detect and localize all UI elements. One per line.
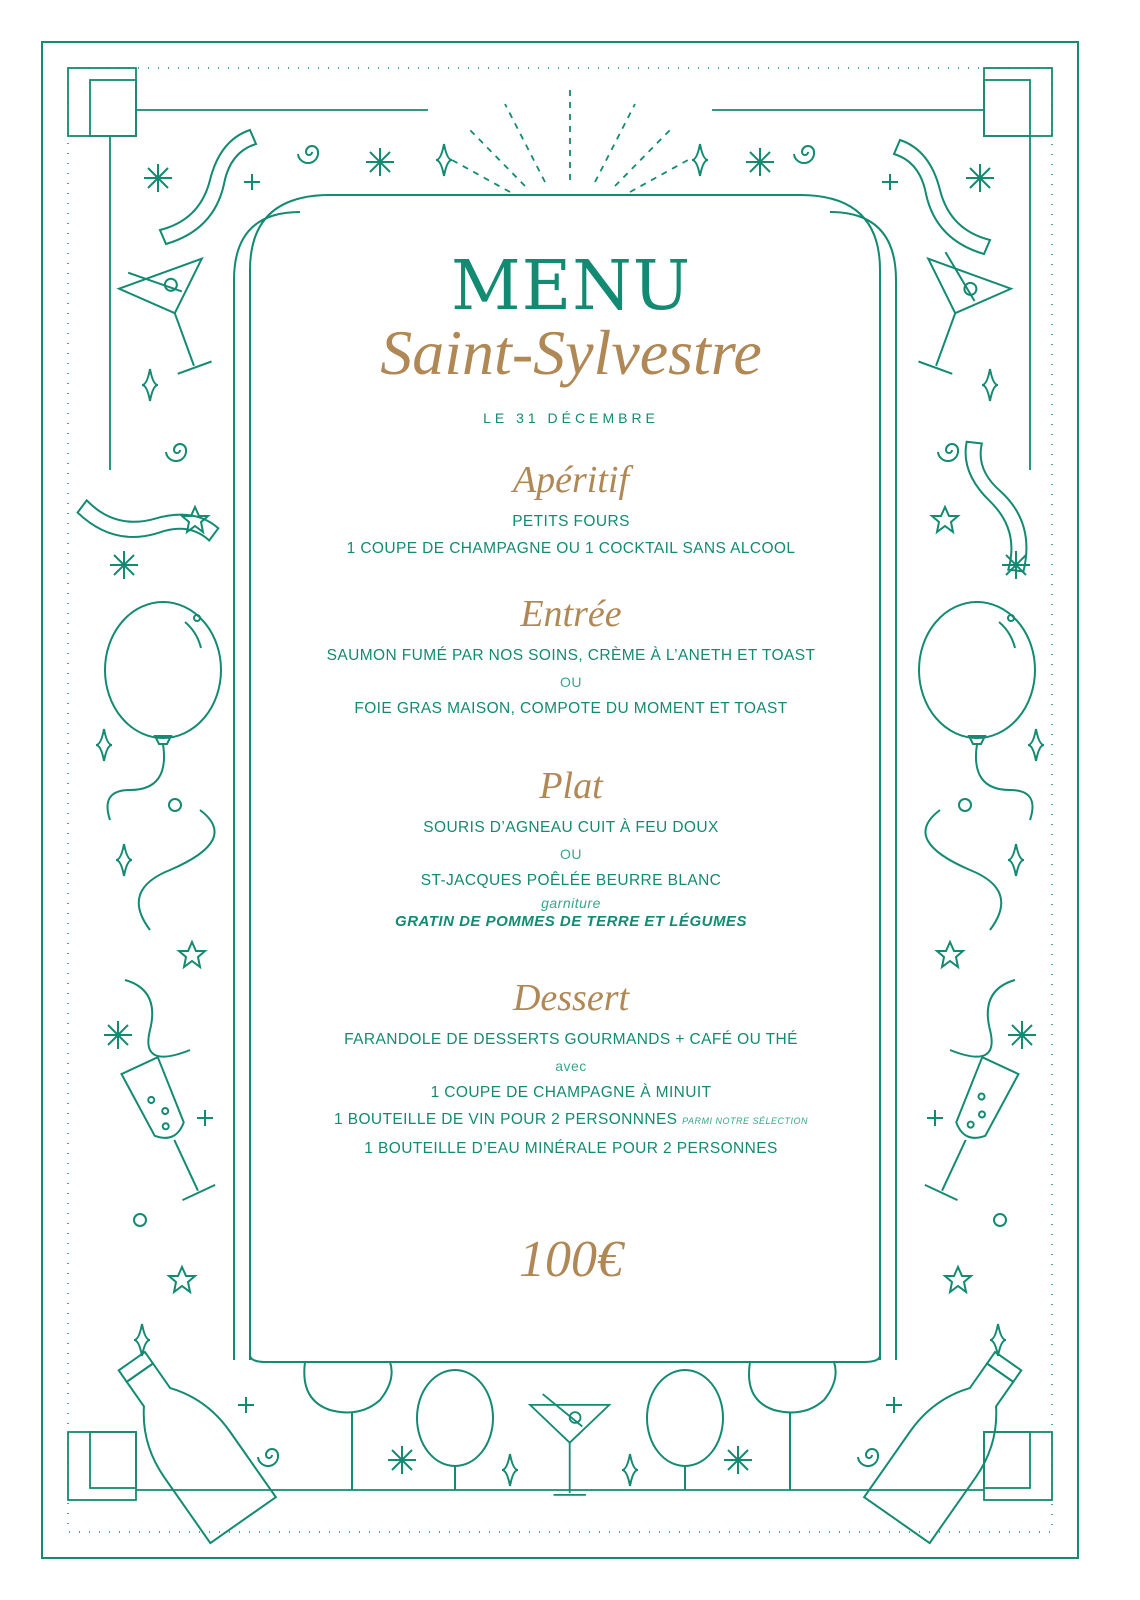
section-dessert [256, 976, 886, 1162]
section-title-plat: Plat [539, 765, 603, 807]
garniture-item: GRATIN DE POMMES DE TERRE ET LÉGUMES [395, 913, 747, 930]
menu-item: PETITS FOURS [512, 513, 630, 530]
menu-price: 100€ [519, 1231, 623, 1288]
menu-subtitle: Saint-Sylvestre [380, 317, 762, 388]
menu-item: 1 COUPE DE CHAMPAGNE À MINUIT [430, 1084, 712, 1101]
menu-item: ST-JACQUES POÊLÉE BEURRE BLANC [420, 872, 722, 889]
menu-content [256, 200, 886, 1350]
menu-item: SOURIS D’AGNEAU CUIT À FEU DOUX [423, 819, 719, 836]
menu-title: MENU [450, 247, 692, 326]
menu-or: OU [560, 674, 582, 690]
menu-item: SAUMON FUMÉ PAR NOS SOINS, CRÈME À L’ANETH ET TOAST [326, 647, 816, 664]
menu-item: 1 COUPE DE CHAMPAGNE OU 1 COCKTAIL SANS ALCOOL [346, 540, 796, 557]
menu-or: OU [560, 846, 582, 862]
menu-item: FOIE GRAS MAISON, COMPOTE DU MOMENT ET TOAST [354, 700, 788, 717]
garniture-label: garniture [541, 895, 601, 911]
section-entree [256, 592, 886, 722]
menu-item: FARANDOLE DE DESSERTS GOURMANDS + CAFÉ OU THÉ [344, 1031, 798, 1048]
section-aperitif [256, 458, 886, 562]
section-title-aperitif: Apéritif [512, 459, 630, 501]
menu-item-wine [256, 1106, 886, 1135]
section-title-entree: Entrée [520, 593, 622, 635]
menu-with: avec [555, 1058, 587, 1074]
menu-item: 1 BOUTEILLE D’EAU MINÉRALE POUR 2 PERSONNES [364, 1140, 778, 1157]
menu-date: LE 31 DÉCEMBRE [483, 410, 659, 426]
wine-selection-note: PARMI NOTRE SÉLECTION [682, 1116, 808, 1126]
section-title-dessert: Dessert [512, 977, 630, 1019]
section-plat [256, 764, 886, 932]
menu-item-wine-text: 1 BOUTEILLE DE VIN POUR 2 PERSONNNES [333, 1111, 678, 1128]
